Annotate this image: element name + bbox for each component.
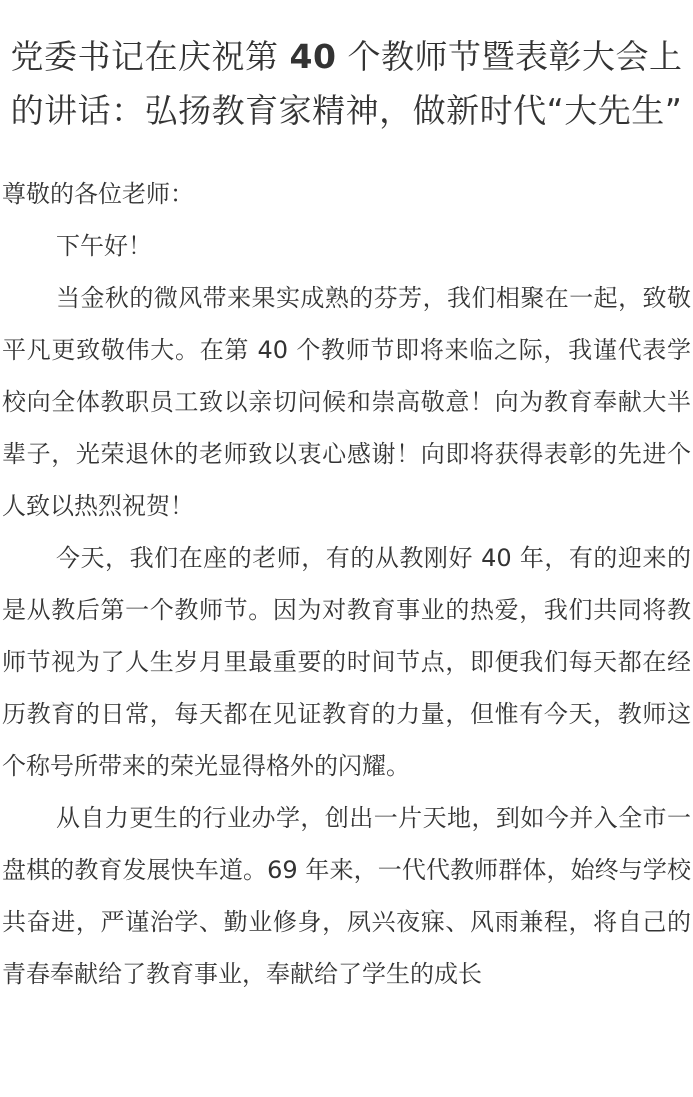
paragraph: 从自力更生的行业办学，创出一片天地，到如今并入全市一盘棋的教育发展快车道。69 年来，一代代教师群体，始终与学校共奋进，严谨治学、勤业修身，夙兴夜寐、风雨兼程，将自己的青春奉献给了教育事业，奉献给了学生的成长 bbox=[2, 804, 691, 988]
article-title bbox=[6, 30, 687, 138]
title-text-before-number: 党委书记在庆祝第 bbox=[10, 37, 290, 76]
paragraph: 当金秋的微风带来果实成熟的芬芳，我们相聚在一起，致敬平凡更致敬伟大。在第 40 个教师节即将来临之际，我谨代表学校向全体教职员工致以亲切问候和崇高敬意！向为教育奉献大半辈子，光荣退休的老师致以衷心感谢！向即将获得表彰的先进个人致以热烈祝贺！ bbox=[2, 284, 691, 520]
salutation: 尊敬的各位老师： bbox=[2, 180, 194, 208]
title-number: 40 bbox=[289, 37, 337, 76]
paragraph: 今天，我们在座的老师，有的从教刚好 40 年，有的迎来的是从教后第一个教师节。因为对教育事业的热爱，我们共同将教师节视为了人生岁月里最重要的时间节点，即便我们每天都在经历教育的日常，每天都在见证教育的力量，但惟有今天，教师这个称号所带来的荣光显得格外的闪耀。 bbox=[2, 544, 691, 780]
greeting: 下午好！ bbox=[56, 232, 152, 260]
article-body bbox=[0, 168, 693, 1000]
title-text-after-number: 个教师节暨表彰大会上的讲话：弘扬教育家精神，做新时代“大先生” bbox=[10, 37, 683, 130]
